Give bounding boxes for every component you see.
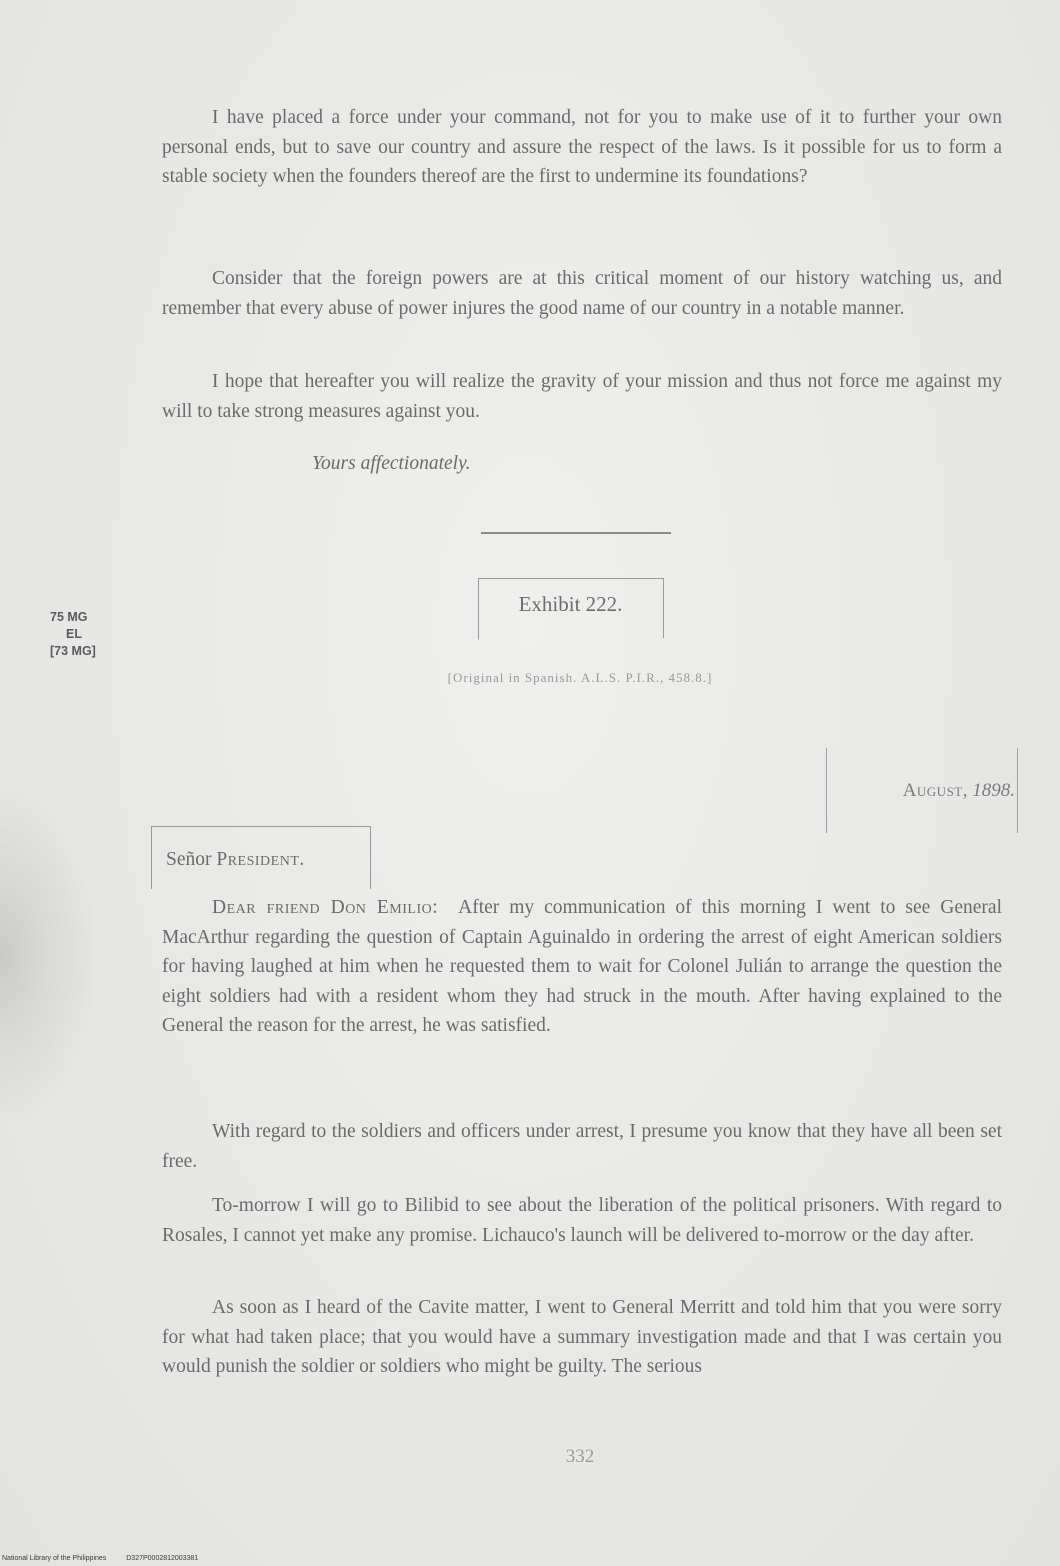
margin-note-line-3: [73 MG] xyxy=(50,644,96,658)
footer-code: D327P0002812003381 xyxy=(126,1555,199,1562)
exhibit-title: Exhibit 222. xyxy=(518,592,623,616)
letter-end-paragraph-1: I have placed a force under your command, not for you to make use of it to further your own personal ends, but to save our country and assure the respect of the laws. Is it possible for us to form a stable society when the founders thereof are the first to undermine its foundations? xyxy=(162,107,1002,187)
closing: Yours affectionately. xyxy=(312,453,471,474)
letter-paragraph-2: With regard to the soldiers and officers under arrest, I presume you know that they have all been set free. xyxy=(162,1121,1002,1172)
footer-library: National Library of the Philippines xyxy=(2,1555,107,1562)
margin-note-line-1: 75 MG xyxy=(50,610,88,624)
greeting: Dear friend Don Emilio: xyxy=(212,897,439,918)
margin-note-line-2: EL xyxy=(66,627,82,641)
page-number: 332 xyxy=(565,1446,595,1467)
exhibit-source: [Original in Spanish. A.L.S. P.I.R., 458.8.] xyxy=(447,670,713,685)
date-month: August xyxy=(902,780,963,801)
salutation-title: President. xyxy=(216,849,305,870)
letter-date: August, 1898. xyxy=(902,780,1015,801)
letter-end-paragraph-3: I hope that hereafter you will realize the gravity of your mission and thus not force me against my will to take strong measures against you. xyxy=(162,371,1002,422)
date-year: 1898. xyxy=(972,780,1015,801)
letter-end-paragraph-2: Consider that the foreign powers are at this critical moment of our history watching us, and remember that every abuse of power injures the good name of our country in a notable manner. xyxy=(162,268,1002,319)
letter-paragraph-1: Dear friend Don Emilio: After my communication of this morning I went to see General MacArthur regarding the question of Captain Aguinaldo in ordering the arrest of eight American soldiers for having laughed at him when he requested them to wait for Colonel Julián to arrange the question the eight soldiers had with a resident whom they had struck in the mouth. After having explained to the General the reason for the arrest, he was satisfied. xyxy=(162,897,1002,1036)
margin-note xyxy=(50,609,140,660)
letter-paragraph-4: As soon as I heard of the Cavite matter, I went to General Merritt and told him that you were sorry for what had taken place; that you would have a summary investigation made and that I was certain you would punish the soldier or soldiers who might be guilty. The serious xyxy=(162,1297,1002,1377)
scan-footer xyxy=(2,1555,216,1562)
salutation-prefix: Señor xyxy=(166,849,212,870)
salutation xyxy=(166,849,305,871)
section-divider xyxy=(481,532,671,534)
letter-paragraph-3: To-morrow I will go to Bilibid to see about the liberation of the political prisoners. With regard to Rosales, I cannot yet make any promise. Lichauco's launch will be delivered to-morrow or the day after. xyxy=(162,1195,1002,1246)
scan-shadow xyxy=(0,790,95,1120)
